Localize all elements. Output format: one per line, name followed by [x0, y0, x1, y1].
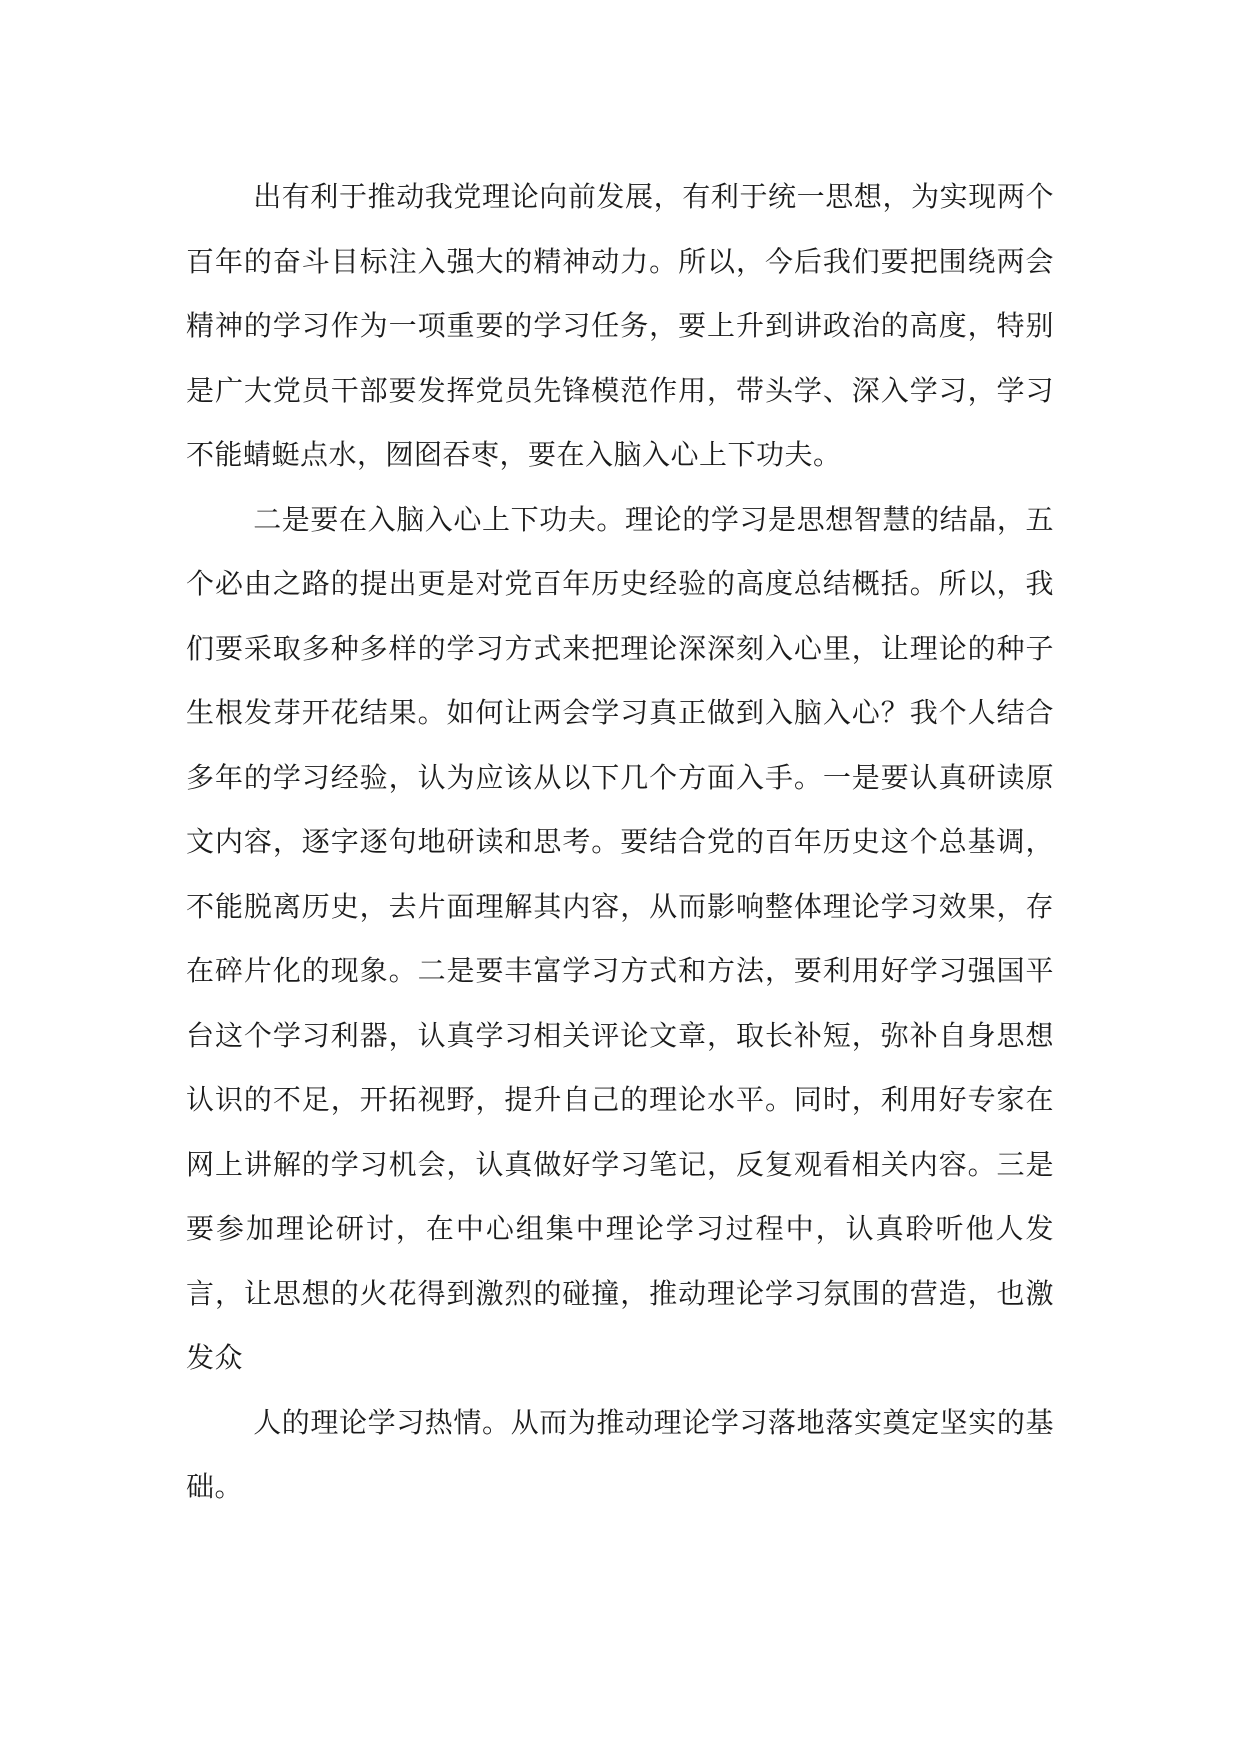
paragraph-1: 出有利于推动我党理论向前发展，有利于统一思想，为实现两个百年的奋斗目标注入强大的精神动力。所以，今后我们要把围绕两会精神的学习作为一项重要的学习任务，要上升到讲政治的高度，特别是广大党员干部要发挥党员先锋模范作用，带头学、深入学习，学习不能蜻蜓点水，囫囵吞枣，要在入脑入心上下功夫。	[186, 180, 1054, 471]
paragraph-2: 二是要在入脑入心上下功夫。理论的学习是思想智慧的结晶，五个必由之路的提出更是对党百年历史经验的高度总结概括。所以，我们要采取多种多样的学习方式来把理论深深刻入心里，让理论的种子生根发芽开花结果。如何让两会学习真正做到入脑入心？我个人结合多年的学习经验，认为应该从以下几个方面入手。一是要认真研读原文内容，逐字逐句地研读和思考。要结合党的百年历史这个总基调，不能脱离历史，去片面理解其内容，从而影响整体理论学习效果，存在碎片化的现象。二是要丰富学习方式和方法，要利用好学习强国平台这个学习利器，认真学习相关评论文章，取长补短，弥补自身思想认识的不足，开拓视野，提升自己的理论水平。同时，利用好专家在网上讲解的学习机会，认真做好学习笔记，反复观看相关内容。三是要参加理论研讨，在中心组集中理论学习过程中，认真聆听他人发言，让思想的火花得到激烈的碰撞，推动理论学习氛围的营造，也激发众	[186, 502, 1054, 1374]
paragraph-3: 人的理论学习热情。从而为推动理论学习落地落实奠定坚实的基础。	[186, 1405, 1054, 1503]
body-text	[186, 165, 1054, 1520]
